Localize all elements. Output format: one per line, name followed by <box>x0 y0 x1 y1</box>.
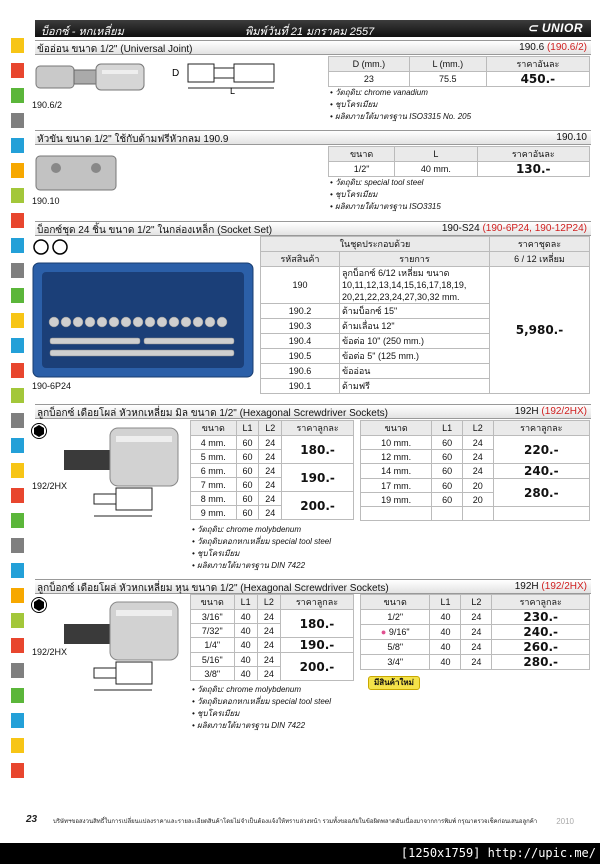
print-date: พิมพ์วันที่ 21 มกราคม 2557 <box>245 26 375 38</box>
color-stripe <box>11 113 24 128</box>
hex-socket-image <box>60 596 190 706</box>
color-stripe <box>11 413 24 428</box>
hex-dodecagon-icon <box>32 238 72 256</box>
watermark: [1250x1759] http://upic.me/ <box>400 846 596 860</box>
drive-head-table: ขนาด L ราคาอันละ 1/2" 40 mm. 130.- <box>328 146 590 177</box>
socket-set-box-image <box>32 262 254 378</box>
color-stripe <box>11 663 24 678</box>
universal-joint-notes: • วัตถุดิบ: chrome vanadium • ชุบโครเมียม • ผลิตภายใต้มาตรฐาน ISO3315 No. 205 <box>330 87 471 123</box>
color-stripe <box>11 188 24 203</box>
new-item-dot-icon: ● <box>380 627 387 637</box>
color-stripe <box>11 88 24 103</box>
section-bar-hex-sockets-inch <box>35 579 591 594</box>
color-stripe <box>11 463 24 478</box>
hex-mm-table-left: ขนาด L1 L2 ราคาลูกละ 4 mm. 60 24 180.- 5 mm. 60 24 6 mm. 60 24 190.- 7 mm. 60 24 8 mm. 60 24 200.- 9 mm. 60 24 <box>190 420 354 520</box>
new-product-badge: มีสินค้าใหม่ <box>368 676 420 690</box>
drive-head-notes: • วัตถุดิบ: special tool steel • ชุบโครเมียม • ผลิตภายใต้มาตรฐาน ISO3315 <box>330 177 441 213</box>
color-stripe <box>11 688 24 703</box>
hex-mm-notes: • วัตถุดิบ: chrome molybdenum • วัตถุดิบดอกหกเหลี่ยม special tool steel • ชุบโครเมียม • ผลิตภายใต้มาตรฐาน DIN 7422 <box>192 524 331 572</box>
hexagon-icon <box>30 422 48 440</box>
color-stripe <box>11 538 24 553</box>
section-code: 190-S24 (190-6P24, 190-12P24) <box>441 223 587 234</box>
item-code: 192/2HX <box>32 481 68 491</box>
section-bar-socket-set <box>35 221 591 236</box>
section-code: 192H (192/2HX) <box>514 406 587 417</box>
color-stripe <box>11 713 24 728</box>
color-stripe <box>11 763 24 778</box>
color-stripe <box>11 138 24 153</box>
section-title: บ็อกซ์ชุด 24 ชิ้น ขนาด 1/2" ในกล่องเหล็ก (Socket Set) <box>37 225 273 236</box>
new-item-size: ● 9/16" <box>361 625 430 640</box>
section-title: ข้ออ่อน ขนาด 1/2" (Universal Joint) <box>37 44 193 55</box>
color-stripe <box>11 638 24 653</box>
hex-inch-table-left: ขนาด L1 L2 ราคาลูกละ 3/16" 40 24 180.- 7/32" 40 24 1/4" 40 24 190.- 5/16" 40 24 200.- 3/8" 40 24 <box>190 594 354 681</box>
section-label: บ็อกซ์ - หกเหลี่ยม <box>41 26 124 38</box>
color-stripe <box>11 563 24 578</box>
color-stripe <box>11 313 24 328</box>
color-stripe <box>11 263 24 278</box>
color-stripe <box>11 738 24 753</box>
item-code: 190.6/2 <box>32 100 63 110</box>
color-stripe <box>11 613 24 628</box>
section-code: 190.10 <box>556 132 587 143</box>
section-title: ลูกบ็อกซ์ เดือยโผล่ หัวหกเหลี่ยม หุน ขนาด 1/2" (Hexagonal Screwdriver Sockets) <box>37 583 389 594</box>
universal-joint-diagram <box>170 58 320 94</box>
hex-mm-table-right: ขนาด L1 L2 ราคาลูกละ 10 mm. 60 24 220.- 12 mm. 60 24 14 mm. 60 24 240.- 17 mm. 60 20 280.- 19 mm. 60 20 <box>360 420 590 521</box>
hex-inch-table-right: ขนาด L1 L2 ราคาลูกละ 1/2" 40 24 230.- ● 9/16" 40 24 240.- 5/8" 40 24 260.- 3/4" 40 24 280.- <box>360 594 590 670</box>
section-bar-universal-joint <box>35 40 591 55</box>
section-bar-hex-sockets-mm <box>35 404 591 419</box>
section-title: หัวขัน ขนาด 1/2" ใช้กับด้ามฟรีหัวกลม 190.9 <box>37 134 229 145</box>
color-stripe <box>11 488 24 503</box>
section-code: 192H (192/2HX) <box>514 581 587 592</box>
page-number: 23 <box>26 814 38 825</box>
section-code: 190.6 (190.6/2) <box>519 42 587 53</box>
section-title: ลูกบ็อกซ์ เดือยโผล่ หัวหกเหลี่ยม มิล ขนาด 1/2" (Hexagonal Screwdriver Sockets) <box>37 408 388 419</box>
disclaimer: บริษัทฯขอสงวนสิทธิ์ในการเปลี่ยนแปลงราคาและรายละเอียดสินค้าโดยไม่จำเป็นต้องแจ้งให้ทราบล่วงหน้า รวมทั้งขออภัยในข้อผิดพลาดอันเนื่องมาจากการพิมพ์ กรุณาตรวจเช็คก่อนเสนอลูกค้า <box>53 819 538 825</box>
set-price: 5,980.- <box>489 267 589 394</box>
color-stripe <box>11 388 24 403</box>
universal-joint-image <box>32 58 152 98</box>
item-code: 192/2HX <box>32 647 68 657</box>
hex-inch-notes: • วัตถุดิบ: chrome molybdenum • วัตถุดิบดอกหกเหลี่ยม special tool steel • ชุบโครเมียม • ผลิตภายใต้มาตรฐาน DIN 7422 <box>192 684 331 732</box>
svg-text:L: L <box>230 86 236 94</box>
page-header <box>35 20 591 37</box>
color-stripe <box>11 513 24 528</box>
socket-set-table: ในชุดประกอบด้วย ราคาชุดละ รหัสสินค้า รายการ 6 / 12 เหลี่ยม 190 ลูกบ็อกซ์ 6/12 เหลี่ยม ขนาด 10,11,12,13,14,15,16,17,18,19, 20,21,22,23,24,27,30,32 mm. 5,980.- 190.2 ด้ามบ็อกซ์ 15" 190.3 ด้ามเลื่อน 12" 190.4 ข้อต่อ 10" (250 mm.) 190.5 ข้อต่อ 5" (125 mm.) 190.6 ข้ออ่อน 190.1 ด้ามฟรี <box>260 236 590 394</box>
section-bar-drive-head <box>35 130 591 145</box>
color-stripe <box>11 213 24 228</box>
hexagon-icon <box>30 596 48 614</box>
catalog-year: 2010 <box>556 817 574 826</box>
color-stripe <box>11 38 24 53</box>
brand-logo: ⊂ UNIOR <box>527 21 583 35</box>
color-stripe <box>11 363 24 378</box>
item-code: 190-6P24 <box>32 381 72 391</box>
svg-text:D: D <box>172 68 180 79</box>
color-stripe <box>11 288 24 303</box>
color-stripe <box>11 588 24 603</box>
drive-head-image <box>34 150 124 195</box>
color-stripe <box>11 63 24 78</box>
hex-socket-image <box>60 422 190 532</box>
color-stripe-column <box>11 38 24 788</box>
color-stripe <box>11 338 24 353</box>
color-stripe <box>11 163 24 178</box>
color-stripe <box>11 438 24 453</box>
universal-joint-table: D (mm.) L (mm.) ราคาอันละ 23 75.5 450.- <box>328 56 590 87</box>
color-stripe <box>11 238 24 253</box>
item-code: 190.10 <box>32 196 60 206</box>
